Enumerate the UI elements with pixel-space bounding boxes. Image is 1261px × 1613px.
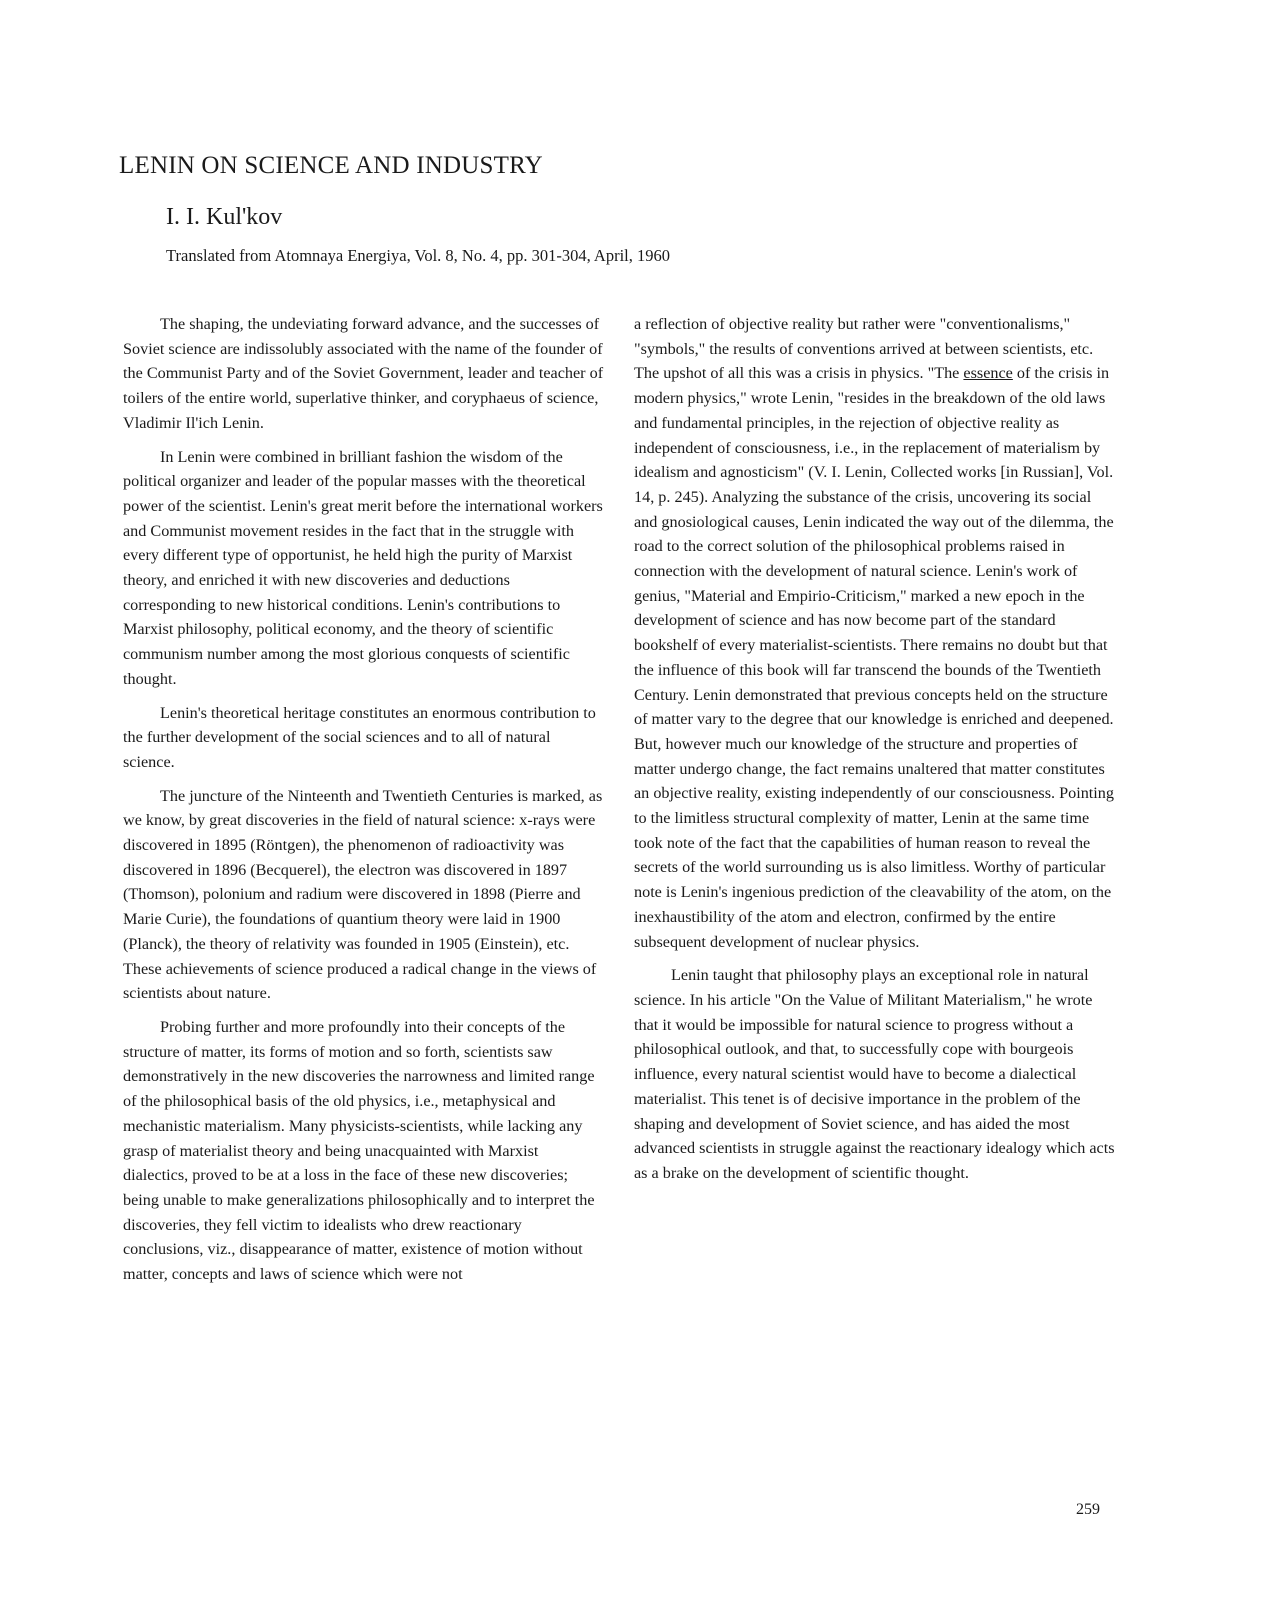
left-column xyxy=(123,312,605,1296)
paragraph: Lenin's theoretical heritage constitutes an enormous contribution to the further development of the social sciences and to all of natural science. xyxy=(123,703,596,771)
paragraph: The shaping, the undeviating forward advance, and the successes of Soviet science are indissolubly associated with the name of the founder of the Communist Party and of the Soviet Government, leader and teacher of toilers of the entire world, superlative thinker, and coryphaeus of science, Vladimir Il'ich Lenin. xyxy=(123,315,604,432)
author-name: I. I. Kul'kov xyxy=(166,204,283,230)
right-column xyxy=(634,312,1116,1195)
page-title: LENIN ON SCIENCE AND INDUSTRY xyxy=(119,152,543,179)
paragraph: Probing further and more profoundly into their concepts of the structure of matter, its forms of motion and so forth, scientists saw demonstratively in the new discoveries the narrowness and limited range of the philosophical basis of the old physics, i.e., metaphysical and mechanistic materialism. Many physicists-scientists, while lacking any grasp of materialist theory and being unacquainted with Marxist dialectics, proved to be at a loss in the face of these new discoveries; being unable to make generalizations philosophically and to interpret the discoveries, they fell victim to idealists who drew reactionary conclusions, viz., disappearance of matter, existence of motion without matter, concepts and laws of science which were not xyxy=(123,1017,595,1284)
underlined-word: essence xyxy=(963,364,1013,383)
text-run: of the crisis in modern physics," wrote Lenin, "resides in the breakdown of the old laws and fundamental principles, in the rejection of objective reality as independent of consciousness, i.e., in the replacement of materialism by idealism and agnosticism" (V. I. Lenin, Collected works [in Russian], Vol. 14, p. 245). Analyzing the substance of the crisis, uncovering its social and gnosiological causes, Lenin indicated the way out of the dilemma, the road to the correct solution of the philosophical problems raised in connection with the development of natural science. Lenin's work of genius, "Material and Empirio-Criticism," marked a new epoch in the development of science and has now become part of the standard bookshelf of every materialist-scientists. There remains no doubt but that the influence of this book will far transcend the bounds of the Twentieth Century. Lenin demonstrated that previous concepts held on the structure of matter vary to the degree that our knowledge is enriched and deepened. But, however much our knowledge of the structure and properties of matter undergo change, the fact remains unaltered that matter constitutes an objective reality, existing independently of our consciousness. Pointing to the limitless structural complexity of matter, Lenin at the same time took note of the fact that the capabilities of human reason to reveal the secrets of the world surrounding us is also limitless. Worthy of particular note is Lenin's ingenious prediction of the cleavability of the atom, on the inexhaustibility of the atom and electron, confirmed by the entire subsequent development of nuclear physics. xyxy=(634,364,1114,951)
source-note: Translated from Atomnaya Energiya, Vol. 8, No. 4, pp. 301-304, April, 1960 xyxy=(166,246,670,265)
page-number: 259 xyxy=(1076,1501,1100,1518)
paragraph: The juncture of the Ninteenth and Twentieth Centuries is marked, as we know, by great discoveries in the field of natural science: x-rays were discovered in 1895 (Röntgen), the phenomenon of radioactivity was discovered in 1896 (Becquerel), the electron was discovered in 1897 (Thomson), polonium and radium were discovered in 1898 (Pierre and Marie Curie), the foundations of quantium theory were laid in 1900 (Planck), the theory of relativity was founded in 1905 (Einstein), etc. These achievements of science produced a radical change in the views of scientists about nature. xyxy=(123,786,603,1003)
paragraph-continued xyxy=(634,312,1116,954)
paragraph: Lenin taught that philosophy plays an exceptional role in natural science. In his article "On the Value of Militant Materialism," he wrote that it would be impossible for natural science to progress without a philosophical outlook, and that, to successfully cope with bourgeois influence, every natural scientist would have to become a dialectical materialist. This tenet is of decisive importance in the problem of the shaping and development of Soviet science, and has aided the most advanced scientists in struggle against the reactionary idealogy which acts as a brake on the development of scientific thought. xyxy=(634,966,1115,1182)
text-run: a reflection of objective reality but rather were "conventionalisms," "symbols," the results of conventions arrived at between scientists, etc. The upshot of all this was a crisis in physics. "The xyxy=(634,315,1094,383)
paragraph: In Lenin were combined in brilliant fashion the wisdom of the political organizer and leader of the popular masses with the theoretical power of the scientist. Lenin's great merit before the international workers and Communist movement resides in the fact that in the struggle with every different type of opportunist, he held high the purity of Marxist theory, and enriched it with new discoveries and deductions corresponding to new historical conditions. Lenin's contributions to Marxist philosophy, political economy, and the theory of scientific communism number among the most glorious conquests of scientific thought. xyxy=(123,447,603,688)
